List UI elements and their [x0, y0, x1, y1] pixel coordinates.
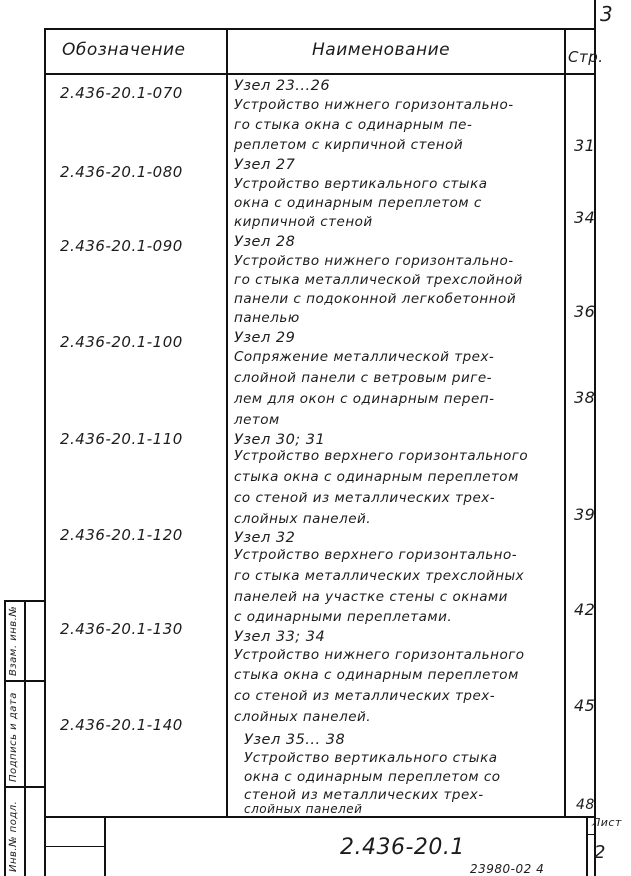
- stamp-sheet-divider: [586, 834, 595, 835]
- row-page: 34: [574, 208, 596, 227]
- row-name-line: Устройство вертикального стыка: [244, 750, 498, 766]
- sidebar-top-border: [4, 600, 44, 602]
- sidebar-cell-divider: [4, 680, 44, 682]
- row-name-line: Устройство верхнего горизонтального: [234, 448, 529, 464]
- row-title: Узел 27: [234, 157, 296, 173]
- row-page: 48: [576, 797, 595, 813]
- row-name-line: со стеной из металлических трех-: [234, 688, 496, 704]
- row-code: 2.436-20.1-100: [60, 333, 183, 351]
- stamp-divider-left: [104, 816, 106, 876]
- column-divider-2: [564, 28, 566, 816]
- row-code: 2.436-20.1-140: [60, 716, 183, 734]
- row-name-line: слойной панели с ветровым риге-: [234, 370, 493, 386]
- header-page: Стр.: [568, 48, 604, 66]
- row-title: Узел 29: [234, 330, 296, 346]
- row-name-line: кирпичной стеной: [234, 214, 373, 230]
- row-title: Узел 30; 31: [234, 432, 326, 448]
- row-page: 39: [574, 505, 596, 524]
- row-code: 2.436-20.1-070: [60, 84, 183, 102]
- row-name-line: окна с одинарным переплетом со: [244, 769, 501, 785]
- document-code: 2.436-20.1: [340, 835, 465, 860]
- row-name-line: реплетом с кирпичной стеной: [234, 137, 464, 153]
- header-divider: [44, 73, 595, 75]
- row-code: 2.436-20.1-130: [60, 620, 183, 638]
- row-name-line: слойных панелей.: [234, 511, 372, 527]
- row-name-line: панелей на участке стены с окнами: [234, 589, 508, 605]
- row-name-line: стеной из металлических трех-: [244, 787, 484, 803]
- row-code: 2.436-20.1-110: [60, 430, 183, 448]
- row-name-line: Устройство нижнего горизонтально-: [234, 253, 514, 269]
- row-name-line: стыка окна с одинарным переплетом: [234, 469, 519, 485]
- row-title: Узел 28: [234, 234, 296, 250]
- row-name-line: Сопряжение металлической трех-: [234, 349, 495, 365]
- sheet-number: 2: [594, 842, 606, 863]
- row-page: 45: [574, 696, 596, 715]
- row-name-line: го стыка металлической трехслойной: [234, 272, 523, 288]
- row-name-line: слойных панелей.: [234, 709, 372, 725]
- page-number-divider: [594, 0, 596, 24]
- row-name-line: с одинарными переплетами.: [234, 609, 453, 625]
- row-name-line: стыка окна с одинарным переплетом: [234, 667, 519, 683]
- sheet-label: Лист: [592, 816, 622, 829]
- frame-left: [44, 28, 46, 876]
- row-name-line: панели с подоконной легкобетонной: [234, 291, 517, 307]
- stamp-divider-right: [586, 816, 588, 876]
- column-divider-1: [226, 28, 228, 816]
- row-page: 36: [574, 302, 596, 321]
- frame-top: [44, 28, 595, 30]
- row-page: 38: [574, 388, 596, 407]
- row-name-line: Устройство нижнего горизонтально-: [234, 97, 514, 113]
- row-name-line: со стеной из металлических трех-: [234, 490, 496, 506]
- row-name-line: го стыка металлических трехслойных: [234, 568, 525, 584]
- sidebar-label-signature-date: Подпись и дата: [8, 692, 19, 782]
- row-page: 31: [574, 136, 596, 155]
- row-title: Узел 33; 34: [234, 629, 326, 645]
- row-name-line: го стыка окна с одинарным пе-: [234, 117, 473, 133]
- sidebar-inner-border: [24, 600, 26, 876]
- row-code: 2.436-20.1-120: [60, 526, 183, 544]
- row-code: 2.436-20.1-080: [60, 163, 183, 181]
- row-name-line: Устройство верхнего горизонтально-: [234, 547, 518, 563]
- sidebar-outer-border: [4, 600, 6, 876]
- row-name-line: панелью: [234, 310, 300, 326]
- row-name-line: лем для окон с одинарным переп-: [234, 391, 495, 407]
- sidebar-label-replace-inv: Взам. инв.№: [8, 605, 19, 676]
- page-number: 3: [600, 2, 614, 26]
- row-name-line: летом: [234, 412, 280, 428]
- row-name-line: Устройство вертикального стыка: [234, 176, 488, 192]
- row-name-line: окна с одинарным переплетом с: [234, 195, 482, 211]
- row-title: Узел 35... 38: [244, 732, 346, 748]
- archive-number: 23980-02 4: [470, 862, 545, 876]
- header-name: Наименование: [312, 40, 451, 60]
- sidebar-label-inv-orig: Инв.№ подл.: [8, 800, 19, 872]
- header-designation: Обозначение: [62, 40, 186, 60]
- row-name-line: слойных панелей: [244, 802, 363, 816]
- sidebar-cell-divider: [4, 786, 44, 788]
- stamp-mid-line: [44, 846, 104, 847]
- row-title: Узел 23...26: [234, 78, 331, 94]
- row-code: 2.436-20.1-090: [60, 237, 183, 255]
- row-page: 42: [574, 600, 596, 619]
- row-name-line: Устройство нижнего горизонтального: [234, 647, 525, 663]
- stamp-top-border: [44, 816, 595, 818]
- row-title: Узел 32: [234, 530, 296, 546]
